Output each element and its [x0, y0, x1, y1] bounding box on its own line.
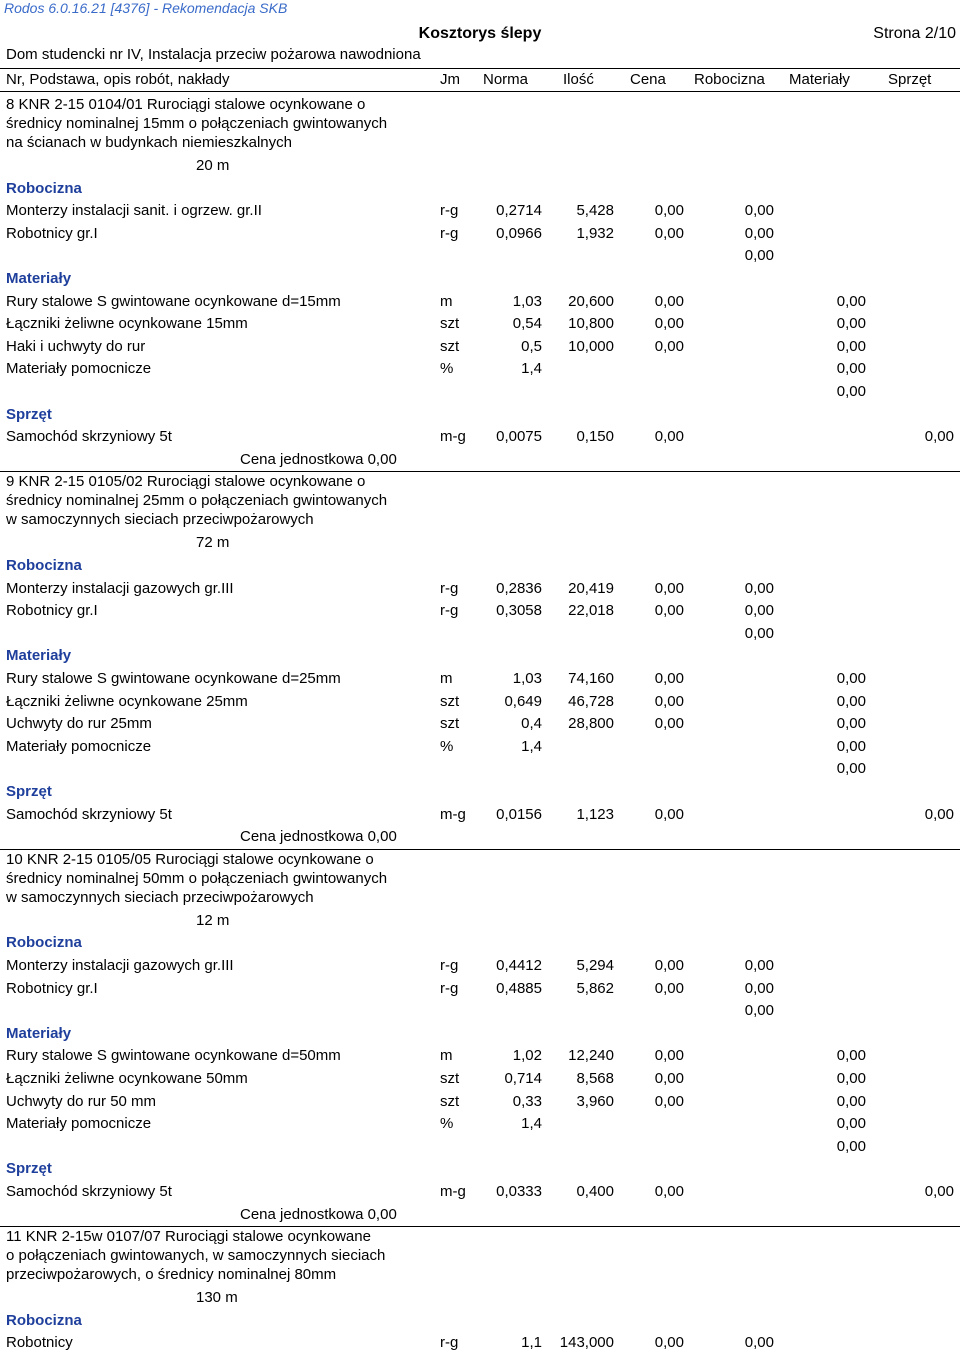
resource-unit: %	[440, 360, 454, 378]
resource-norm: 0,33	[512, 1092, 542, 1110]
resource-value: 0,00	[836, 337, 866, 355]
resource-row	[0, 1047, 960, 1067]
resource-unit: r-g	[440, 602, 459, 620]
unit-price-row	[0, 451, 960, 471]
resource-value: 0,00	[836, 692, 866, 710]
resource-norm: 0,4412	[496, 957, 542, 974]
resource-name: Monterzy instalacji gazowych gr.III	[6, 957, 234, 974]
resource-name: Monterzy instalacji sanit. i ogrzew. gr.II	[6, 202, 262, 220]
resource-unit: m	[440, 670, 453, 687]
item-quantity-value	[196, 912, 229, 929]
resource-name: Rury stalowe S gwintowane ocynkowane d=50mm	[6, 1047, 341, 1065]
item-title-line: 9 KNR 2-15 0105/02 Rurociągi stalowe ocynkowane o	[6, 473, 366, 491]
resource-value: 0,00	[744, 602, 774, 620]
item-quantity	[0, 1289, 960, 1309]
resource-price: 0,00	[654, 715, 684, 733]
section-equipment	[0, 406, 960, 426]
section-label-equipment: Sprzęt	[6, 783, 52, 800]
resource-quantity: 8,568	[576, 1070, 614, 1087]
section-sum-value: 0,00	[836, 760, 866, 778]
resource-row	[0, 806, 960, 826]
item-title	[6, 850, 436, 907]
resource-name: Łączniki żeliwne ocynkowane 25mm	[6, 692, 248, 710]
resource-row	[0, 670, 960, 690]
section-label-materials: Materiały	[6, 270, 72, 287]
resource-name: Robotnicy gr.I	[6, 602, 98, 620]
col-header-jm: Jm	[440, 71, 460, 88]
quantity-value: 130	[196, 1289, 222, 1307]
section-materials	[0, 647, 960, 667]
item-title-line: na ścianach w budynkach niemieszkalnych	[6, 134, 292, 151]
resource-unit: szt	[440, 337, 460, 355]
resource-row	[0, 202, 960, 222]
resource-name: Monterzy instalacji gazowych gr.III	[6, 579, 234, 597]
resource-norm: 0,4	[521, 715, 542, 733]
resource-unit: szt	[440, 315, 460, 333]
resource-name: Samochód skrzyniowy 5t	[6, 805, 172, 823]
col-header-materialy: Materiały	[789, 71, 850, 88]
resource-row	[0, 715, 960, 735]
resource-value: 0,00	[744, 579, 774, 597]
resource-price: 0,00	[654, 428, 684, 446]
resource-quantity: 1,932	[576, 224, 614, 242]
resource-quantity: 0,150	[576, 428, 614, 446]
quantity-unit: m	[216, 157, 230, 174]
section-labour	[0, 557, 960, 577]
resource-unit: r-g	[440, 579, 459, 597]
resource-norm: 0,5	[521, 337, 542, 355]
resource-price: 0,00	[654, 337, 684, 355]
item-title-line: 10 KNR 2-15 0105/05 Rurociągi stalowe ocynkowane o	[6, 850, 374, 868]
unit-price	[240, 451, 397, 468]
resource-value: 0,00	[744, 1334, 774, 1352]
resource-norm: 1,03	[512, 292, 542, 310]
resource-norm: 0,0333	[496, 1183, 542, 1200]
item-quantity	[0, 157, 960, 177]
resource-value: 0,00	[924, 428, 954, 446]
resource-quantity: 20,419	[568, 579, 614, 597]
item-title	[6, 472, 436, 529]
quantity-value: 12	[196, 911, 213, 929]
resource-row	[0, 980, 960, 1000]
resource-quantity: 3,960	[576, 1092, 614, 1110]
resource-value: 0,00	[744, 979, 774, 997]
section-equipment	[0, 783, 960, 803]
resource-value: 0,00	[924, 1183, 954, 1200]
resource-quantity: 12,240	[568, 1047, 614, 1065]
section-label-labour: Robocizna	[6, 557, 82, 574]
resource-unit: r-g	[440, 979, 459, 997]
resource-quantity: 10,800	[568, 315, 614, 333]
resource-norm: 0,649	[504, 692, 542, 710]
resource-price: 0,00	[654, 1183, 684, 1200]
header-bottom-rule	[0, 91, 960, 92]
resource-row	[0, 1183, 960, 1203]
col-header-norma: Norma	[483, 71, 529, 88]
resource-row	[0, 602, 960, 622]
resource-value: 0,00	[836, 1115, 866, 1133]
resource-quantity: 5,862	[576, 979, 614, 997]
resource-norm: 0,3058	[496, 602, 542, 620]
section-sum-value: 0,00	[744, 1002, 774, 1020]
item-quantity	[0, 912, 960, 932]
document-title: Kosztorys ślepy	[418, 25, 542, 42]
section-materials	[0, 270, 960, 290]
section-materials	[0, 1025, 960, 1045]
section-equipment	[0, 1160, 960, 1180]
resource-value: 0,00	[744, 202, 774, 220]
resource-norm: 0,4885	[496, 979, 542, 997]
resource-row	[0, 1070, 960, 1090]
section-sum-value: 0,00	[744, 624, 774, 642]
resource-price: 0,00	[654, 1334, 684, 1352]
resource-name: Materiały pomocnicze	[6, 360, 152, 378]
section-label-equipment: Sprzęt	[6, 1160, 52, 1178]
resource-value: 0,00	[836, 670, 866, 687]
item-title-line: 8 KNR 2-15 0104/01 Rurociągi stalowe ocynkowane o	[6, 96, 366, 113]
section-label-equipment: Sprzęt	[6, 405, 52, 423]
section-label-materials: Materiały	[6, 647, 72, 665]
section-sum	[0, 625, 960, 645]
quantity-unit: m	[216, 911, 230, 929]
resource-name: Łączniki żeliwne ocynkowane 50mm	[6, 1070, 248, 1087]
app-title: Rodos 6.0.16.21 [4376] - Rekomendacja SKB	[4, 0, 288, 16]
unit-price-row	[0, 828, 960, 848]
unit-price-row	[0, 1206, 960, 1226]
resource-row	[0, 1115, 960, 1135]
resource-name: Uchwyty do rur 25mm	[6, 715, 152, 733]
section-sum-value: 0,00	[836, 383, 866, 400]
page-number: Strona 2/10	[873, 25, 956, 42]
section-sum-value: 0,00	[836, 1137, 866, 1155]
resource-price: 0,00	[654, 315, 684, 333]
item-title-line: o połączeniach gwintowanych, w samoczynnych sieciach	[6, 1247, 386, 1265]
item-title-line: średnicy nominalnej 25mm o połączeniach gwintowanych	[6, 492, 388, 510]
section-sum	[0, 383, 960, 403]
resource-unit: %	[440, 1115, 454, 1133]
resource-norm: 0,0156	[496, 805, 542, 823]
resource-unit: szt	[440, 1070, 460, 1087]
resource-unit: szt	[440, 692, 460, 710]
col-header-cena: Cena	[630, 71, 666, 88]
resource-row	[0, 225, 960, 245]
resource-name: Haki i uchwyty do rur	[6, 337, 146, 355]
resource-name: Łączniki żeliwne ocynkowane 15mm	[6, 315, 248, 333]
item-quantity-value	[196, 534, 229, 551]
resource-unit: szt	[440, 1092, 460, 1110]
item-title-line: w samoczynnych sieciach przeciwpożarowych	[6, 511, 314, 529]
resource-value: 0,00	[744, 224, 774, 242]
resource-name: Samochód skrzyniowy 5t	[6, 428, 172, 446]
item-quantity	[0, 534, 960, 554]
section-label-labour: Robocizna	[6, 179, 82, 197]
resource-quantity: 5,428	[576, 202, 614, 220]
resource-name: Robotnicy	[6, 1334, 73, 1352]
resource-value: 0,00	[836, 1047, 866, 1065]
resource-row	[0, 957, 960, 977]
item-title-line: 11 KNR 2-15w 0107/07 Rurociągi stalowe ocynkowane	[6, 1228, 371, 1246]
resource-price: 0,00	[654, 1070, 684, 1087]
resource-norm: 0,2836	[496, 579, 542, 597]
item-title	[6, 1227, 436, 1284]
resource-value: 0,00	[836, 315, 866, 333]
unit-price	[240, 1206, 397, 1223]
project-name: Dom studencki nr IV, Instalacja przeciw pożarowa nawodniona	[6, 46, 421, 63]
resource-norm: 1,03	[512, 670, 542, 687]
resource-quantity: 5,294	[576, 957, 614, 974]
section-labour	[0, 934, 960, 954]
item-title-line: średnicy nominalnej 50mm o połączeniach gwintowanych	[6, 869, 388, 887]
quantity-unit: m	[225, 1289, 238, 1307]
unit-price-label: Cena jednostkowa	[240, 828, 364, 846]
section-sum-value: 0,00	[744, 247, 774, 265]
resource-price: 0,00	[654, 292, 684, 310]
resource-value: 0,00	[924, 805, 954, 823]
resource-unit: m-g	[440, 428, 466, 446]
resource-norm: 1,4	[521, 360, 542, 378]
resource-price: 0,00	[654, 579, 684, 597]
resource-value: 0,00	[836, 737, 866, 755]
resource-price: 0,00	[654, 805, 684, 823]
resource-value: 0,00	[744, 957, 774, 974]
resource-price: 0,00	[654, 979, 684, 997]
resource-norm: 0,2714	[496, 202, 542, 220]
quantity-value: 20	[196, 157, 213, 174]
resource-price: 0,00	[654, 692, 684, 710]
resource-row	[0, 580, 960, 600]
resource-value: 0,00	[836, 292, 866, 310]
resource-unit: r-g	[440, 1334, 459, 1352]
col-header-robocizna: Robocizna	[694, 71, 765, 88]
resource-price: 0,00	[654, 224, 684, 242]
resource-price: 0,00	[654, 957, 684, 974]
resource-norm: 1,4	[521, 1115, 542, 1133]
section-sum	[0, 1002, 960, 1022]
resource-row	[0, 338, 960, 358]
resource-name: Robotnicy gr.I	[6, 224, 98, 242]
unit-price-label: Cena jednostkowa	[240, 1205, 364, 1223]
resource-norm: 0,0075	[496, 428, 542, 446]
resource-price: 0,00	[654, 1047, 684, 1065]
resource-quantity: 74,160	[568, 670, 614, 687]
resource-row	[0, 738, 960, 758]
unit-price-value: 0,00	[367, 1205, 397, 1223]
item-title-line: średnicy nominalnej 15mm o połączeniach gwintowanych	[6, 115, 388, 132]
resource-row	[0, 1093, 960, 1113]
col-header-desc: Nr, Podstawa, opis robót, nakłady	[6, 71, 230, 88]
unit-price-value: 0,00	[367, 450, 397, 468]
item-title-line: przeciwpożarowych, o średnicy nominalnej 80mm	[6, 1266, 337, 1284]
section-label-labour: Robocizna	[6, 934, 82, 952]
resource-name: Rury stalowe S gwintowane ocynkowane d=25mm	[6, 670, 341, 687]
resource-unit: m	[440, 292, 453, 310]
resource-norm: 1,4	[521, 737, 542, 755]
unit-price-label: Cena jednostkowa	[240, 450, 364, 468]
resource-price: 0,00	[654, 670, 684, 687]
resource-row	[0, 428, 960, 448]
resource-quantity: 20,600	[568, 292, 614, 310]
item-quantity-value	[196, 157, 229, 174]
resource-name: Rury stalowe S gwintowane ocynkowane d=15mm	[6, 292, 341, 310]
resource-price: 0,00	[654, 1092, 684, 1110]
resource-name: Materiały pomocnicze	[6, 737, 152, 755]
resource-unit: m	[440, 1047, 453, 1065]
resource-norm: 0,0966	[496, 224, 542, 242]
resource-name: Uchwyty do rur 50 mm	[6, 1092, 157, 1110]
resource-row	[0, 315, 960, 335]
resource-value: 0,00	[836, 1092, 866, 1110]
resource-row	[0, 1334, 960, 1354]
item-title-line: w samoczynnych sieciach przeciwpożarowych	[6, 888, 314, 906]
col-header-sprzet: Sprzęt	[888, 71, 932, 88]
resource-norm: 0,54	[512, 315, 542, 333]
resource-name: Samochód skrzyniowy 5t	[6, 1183, 172, 1200]
unit-price	[240, 828, 397, 845]
resource-norm: 1,1	[521, 1334, 542, 1352]
resource-name: Materiały pomocnicze	[6, 1115, 152, 1133]
section-sum	[0, 760, 960, 780]
resource-row	[0, 693, 960, 713]
resource-quantity: 1,123	[576, 805, 614, 823]
section-labour	[0, 180, 960, 200]
resource-row	[0, 293, 960, 313]
resource-unit: szt	[440, 715, 460, 733]
resource-quantity: 0,400	[576, 1183, 614, 1200]
item-quantity-value	[196, 1289, 238, 1306]
resource-price: 0,00	[654, 202, 684, 220]
section-sum	[0, 1138, 960, 1158]
quantity-value: 72	[196, 534, 213, 552]
resource-unit: %	[440, 737, 454, 755]
resource-norm: 1,02	[512, 1047, 542, 1065]
resource-name: Robotnicy gr.I	[6, 979, 98, 997]
section-sum	[0, 247, 960, 267]
resource-unit: r-g	[440, 957, 459, 974]
resource-unit: r-g	[440, 202, 459, 220]
resource-unit: r-g	[440, 224, 459, 242]
resource-unit: m-g	[440, 805, 466, 823]
resource-value: 0,00	[836, 360, 866, 378]
resource-unit: m-g	[440, 1183, 466, 1200]
resource-quantity: 22,018	[568, 602, 614, 620]
resource-row	[0, 360, 960, 380]
resource-norm: 0,714	[504, 1070, 542, 1087]
col-header-ilosc: Ilość	[563, 71, 594, 88]
item-title	[6, 95, 436, 152]
section-label-labour: Robocizna	[6, 1311, 82, 1329]
section-label-materials: Materiały	[6, 1024, 72, 1042]
resource-quantity: 28,800	[568, 715, 614, 733]
resource-quantity: 46,728	[568, 692, 614, 710]
resource-quantity: 143,000	[559, 1334, 614, 1352]
resource-price: 0,00	[654, 602, 684, 620]
resource-value: 0,00	[836, 715, 866, 733]
resource-quantity: 10,000	[568, 337, 614, 355]
section-labour	[0, 1312, 960, 1332]
quantity-unit: m	[216, 534, 230, 552]
header-top-rule	[0, 68, 960, 69]
resource-value: 0,00	[836, 1070, 866, 1087]
unit-price-value: 0,00	[367, 828, 397, 846]
